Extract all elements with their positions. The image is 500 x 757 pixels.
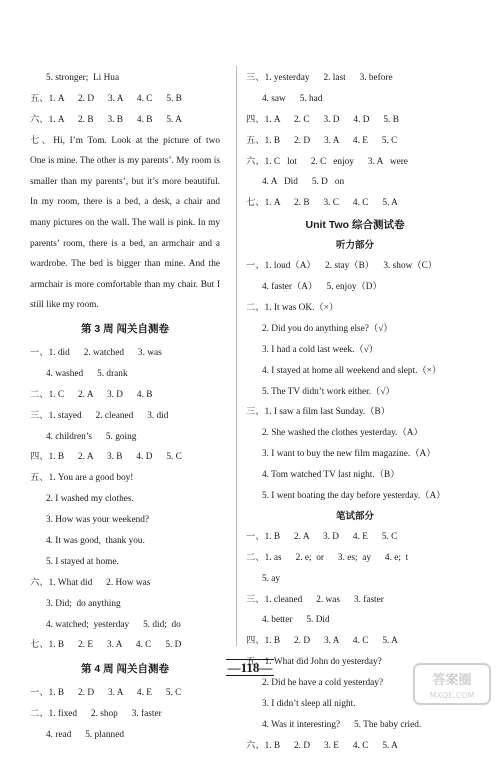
left-column bbox=[30, 68, 220, 746]
answer-line: 二、1. fixed 2. shop 3. faster bbox=[30, 709, 162, 720]
answer-line: 七、1. A 2. B 3. C 4. C 5. A bbox=[246, 198, 398, 209]
answer-line: 四、1. B 2. A 3. B 4. D 5. C bbox=[30, 452, 182, 463]
answer-line: 5. I stayed at home. bbox=[46, 556, 119, 567]
answer-line: 五、1. B 2. D 3. A 4. E 5. C bbox=[246, 135, 398, 146]
passage-line: One is mine. The other is my parents’. My room is bbox=[30, 156, 220, 167]
answer-line: 七、1. B 2. E 3. A 4. C 5. D bbox=[30, 640, 182, 651]
answer-line: 2. She washed the clothes yesterday.（A） bbox=[262, 428, 423, 439]
passage-line: In my room, there is a bed, a desk, a chair and bbox=[30, 197, 220, 208]
answer-line: 4. read 5. planned bbox=[46, 730, 124, 741]
answer-line: 五、1. You are a good boy! bbox=[30, 473, 134, 484]
answer-line: 二、1. It was OK.（×） bbox=[246, 303, 339, 314]
answer-line: 3. I had a cold last week.（√） bbox=[262, 344, 379, 355]
answer-line: 五、1. A 2. D 3. A 4. C 5. B bbox=[30, 93, 182, 104]
answer-line: 六、1. A 2. B 3. B 4. B 5. A bbox=[30, 114, 182, 125]
right-column bbox=[246, 68, 464, 757]
answer-line: 三、1. yesterday 2. last 3. before bbox=[246, 73, 393, 83]
passage-line: 七、Hi, I’m Tom. Look at the picture of two bbox=[30, 135, 220, 146]
passage-line: smaller than my parents’, but it’s more beautiful. bbox=[30, 176, 220, 187]
passage-line: armchair is more comfortable than my chair. But I bbox=[30, 279, 220, 290]
page-number: —118— bbox=[227, 660, 273, 675]
answer-line: 5. stronger; Li Hua bbox=[46, 73, 120, 83]
svg-text:答案圈: 答案圈 bbox=[432, 673, 472, 688]
answer-line: 四、1. A 2. C 3. D 4. D 5. B bbox=[246, 114, 399, 125]
answer-line: 4. children’s 5. going bbox=[46, 431, 137, 442]
answer-line: 4. It was good, thank you. bbox=[46, 536, 145, 547]
answer-line: 一、1. loud（A） 2. stay（B） 3. show（C） bbox=[246, 261, 438, 272]
answer-line: 二、1. C 2. A 3. D 4. B bbox=[30, 389, 153, 400]
answer-line: 4. faster（A） 5. enjoy（D） bbox=[262, 282, 382, 293]
answer-line: 4. watched; yesterday 5. did; do bbox=[46, 619, 181, 630]
answer-line: 二、1. as 2. e; or 3. es; ay 4. e; t bbox=[246, 552, 409, 563]
answer-line: 2. Did you do anything else?（√） bbox=[262, 323, 393, 334]
section-title: 第 4 周 闯关自测卷 bbox=[80, 663, 170, 676]
answer-line: 5. The TV didn’t work either.（√） bbox=[262, 386, 395, 397]
answer-line: 3. I didn’t sleep all night. bbox=[262, 699, 356, 710]
answer-line: 5. I went boating the day before yesterday.（A） bbox=[262, 491, 446, 502]
answer-line: 三、1. I saw a film last Sunday.（B） bbox=[246, 407, 391, 418]
section-title: 第 3 周 闯关自测卷 bbox=[80, 323, 170, 336]
svg-text:MXQE.COM: MXQE.COM bbox=[429, 691, 475, 700]
answer-line: 3. I want to buy the new film magazine.（A） bbox=[262, 449, 436, 460]
answer-line: 六、1. B 2. D 3. E 4. C 5. A bbox=[246, 740, 398, 751]
answer-line: 4. better 5. Did bbox=[262, 615, 330, 626]
answer-line: 3. Did; do anything bbox=[46, 598, 121, 609]
answer-line: 5. ay bbox=[262, 573, 281, 584]
passage-line: parents’ room, there is a bed, an armchair and a bbox=[30, 238, 220, 249]
column-divider bbox=[236, 66, 237, 646]
answer-line: 2. I washed my clothes. bbox=[46, 494, 134, 505]
answer-line: 4. Was it interesting? 5. The baby cried. bbox=[262, 719, 422, 730]
answer-line: 六、1. C lot 2. C enjoy 3. A were bbox=[246, 156, 408, 167]
passage-line: wardrobe. The bed is bigger than mine. And the bbox=[30, 259, 220, 270]
subsection-title: 笔试部分 bbox=[335, 510, 374, 522]
answer-line: 一、1. did 2. watched 3. was bbox=[30, 348, 162, 359]
answer-line: 3. How was your weekend? bbox=[46, 515, 150, 526]
answer-line: 4. Tom watched TV last night.（B） bbox=[262, 470, 400, 481]
answer-line: 4. saw 5. had bbox=[262, 93, 323, 104]
answer-line: 五、1. What did John do yesterday? bbox=[246, 657, 382, 668]
answer-line: 一、1. B 2. D 3. A 4. E 5. C bbox=[30, 688, 182, 699]
passage-line: still like my room. bbox=[30, 300, 99, 311]
answer-line: 三、1. cleaned 2. was 3. faster bbox=[246, 594, 384, 605]
subsection-title: 听力部分 bbox=[335, 240, 374, 252]
unit-title: Unit Two 综合测试卷 bbox=[305, 219, 405, 232]
answer-line: 三、1. stayed 2. cleaned 3. did bbox=[30, 410, 169, 421]
answer-line: 六、1. What did 2. How was bbox=[30, 577, 151, 588]
watermark-logo bbox=[412, 662, 492, 706]
answer-line: 4. washed 5. drank bbox=[46, 368, 128, 379]
answer-line: 四、1. B 2. D 3. A 4. C 5. A bbox=[246, 636, 398, 647]
answer-line: 2. Did he have a cold yesterday? bbox=[262, 678, 384, 689]
answer-line: 一、1. B 2. A 3. D 4. E 5. C bbox=[246, 531, 398, 542]
answer-line: 4. A Did 5. D on bbox=[262, 177, 345, 188]
answer-line: 4. I stayed at home all weekend and slept.（×） bbox=[262, 365, 442, 376]
passage-line: many pictures on the wall. The wall is pink. In my bbox=[30, 218, 220, 229]
